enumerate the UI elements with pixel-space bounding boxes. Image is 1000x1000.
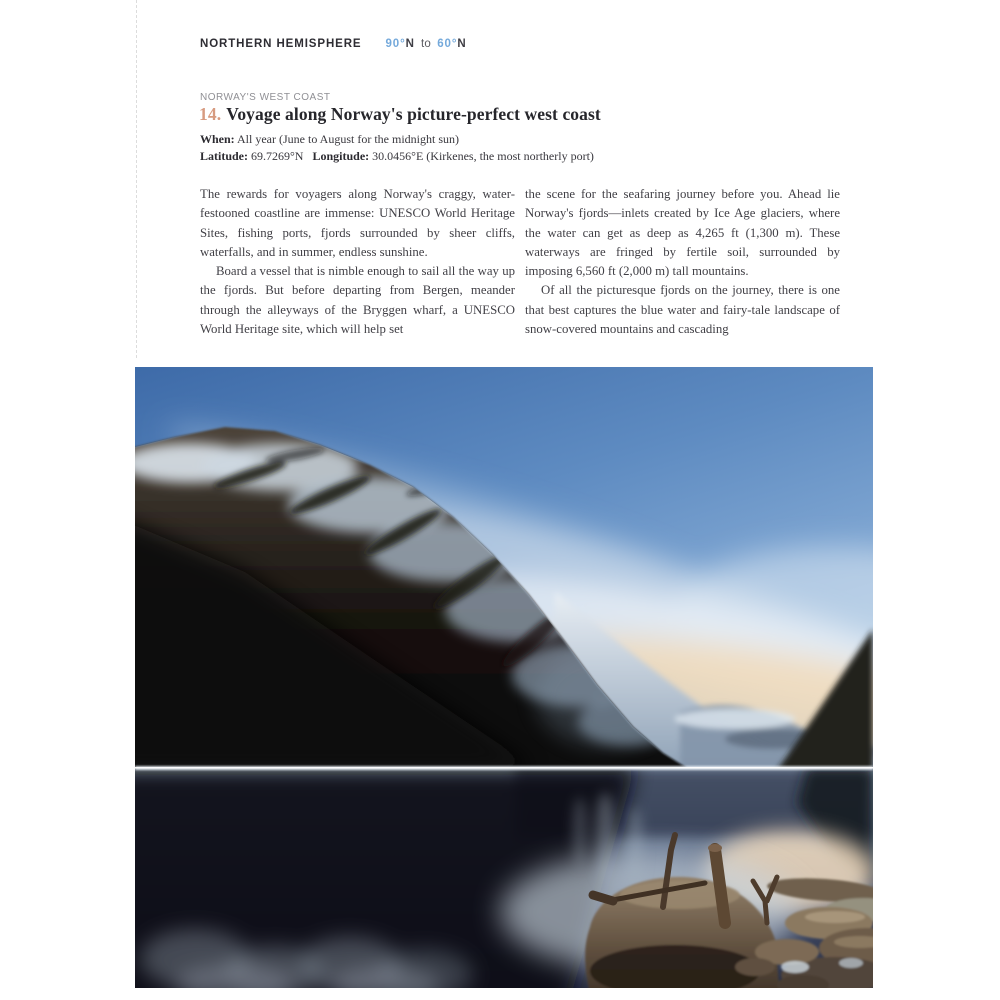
when-label: When: [200, 132, 235, 146]
body-column-left [200, 185, 515, 339]
entry-number: 14. [199, 104, 222, 124]
paragraph: The rewards for voyagers along Norway's craggy, water-festooned coastline are immense: UNESCO World Heritage Sites, fishing ports, fjords surrounded by sheer cliffs, waterfalls, and in summer, endless sunshine. [200, 187, 515, 259]
range-from-degrees: 90° [385, 38, 406, 50]
range-connector: to [420, 38, 432, 50]
latitude-label: Latitude: [200, 148, 248, 163]
paragraph: the scene for the seafaring journey before you. Ahead lie Norway's fjords—inlets created by Ice Age glaciers, where the water can get as deep as 4,265 ft (1,300 m). These waterways are fringed by fertile soil, surrounded by imposing 6,560 ft (2,000 m) tall mountains. [525, 187, 840, 279]
paragraph: Board a vessel that is nimble enough to sail all the way up the fjords. But before departing from Bergen, meander through the alleyways of the Bryggen wharf, a UNESCO World Heritage site, which will help set [200, 264, 515, 337]
page-gutter-line [136, 0, 137, 358]
body-column-right [525, 185, 840, 339]
fjord-photo [135, 367, 873, 988]
fjord-photo-illustration [135, 367, 873, 988]
entry-title [199, 104, 601, 125]
when-row [200, 131, 594, 148]
entry-eyebrow: NORWAY'S WEST COAST [200, 92, 331, 103]
body-text [200, 185, 840, 339]
shoreline-rocks [585, 875, 873, 988]
longitude-label: Longitude: [312, 148, 370, 163]
longitude-value: 30.0456°E (Kirkenes, the most northerly port) [372, 148, 594, 163]
entry-title-text: Voyage along Norway's picture-perfect west coast [226, 104, 601, 124]
latitude-value: 69.7269°N [251, 148, 304, 163]
entry-meta [200, 131, 594, 164]
paragraph: Of all the picturesque fjords on the journey, there is one that best captures the blue water and fairy-tale landscape of snow-covered mountains and cascading [525, 283, 840, 337]
hemisphere-label: NORTHERN HEMISPHERE [200, 38, 362, 50]
range-to-degrees: 60° [437, 38, 458, 50]
range-from-unit: N [405, 38, 415, 50]
coordinates-row [200, 148, 594, 165]
latitude-range [386, 38, 467, 50]
running-header [200, 38, 467, 50]
when-value: All year (June to August for the midnight sun) [237, 132, 459, 146]
range-to-unit: N [457, 38, 467, 50]
